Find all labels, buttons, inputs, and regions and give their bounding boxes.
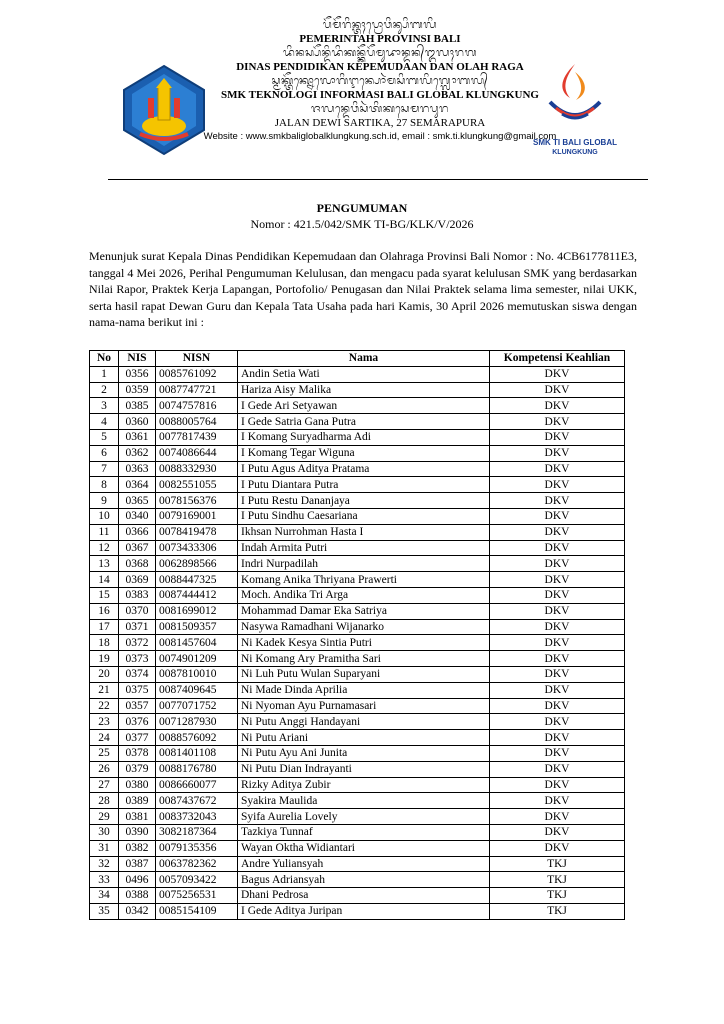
cell-no: 8 [90,477,119,493]
table-row [90,508,625,524]
cell-nisn: 0087409645 [156,682,238,698]
cell-nis: 0365 [119,493,156,509]
table-row [90,730,625,746]
cell-kompetensi: DKV [490,840,625,856]
cell-nis: 0370 [119,603,156,619]
logo-school-city: KLUNGKUNG [552,149,598,156]
cell-nama: Ni Luh Putu Wulan Suparyani [238,666,490,682]
cell-nama: Ikhsan Nurrohman Hasta I [238,524,490,540]
table-row [90,619,625,635]
cell-nama: Rizky Aditya Zubir [238,777,490,793]
intro-paragraph: Menunjuk surat Kepala Dinas Pendidikan Kepemudaan dan Olahraga Provinsi Bali Nomor : No. 4CB6177811E3, tanggal 4 Mei 2026, Perihal Pengumuman Kelulusan, dan mengacu pada syarat kelulusan SMK yang berdasarkan Nilai Rapor, Praktek Kerja Lapangan, Portofolio/ Penugasan dan Nilai Praktek selama lima semester, nilai UKK, serta hasil rapat Dewan Guru dan Kepala Tata Usaha pada hari Kamis, 30 April 2026 memutuskan siswa dengan nama-nama berikut ini : [89,249,637,329]
cell-kompetensi: DKV [490,730,625,746]
cell-nis: 0369 [119,572,156,588]
cell-kompetensi: DKV [490,635,625,651]
cell-nis: 0379 [119,761,156,777]
cell-kompetensi: DKV [490,445,625,461]
cell-nisn: 0085154109 [156,903,238,919]
header-nama: Nama [238,351,490,367]
table-row [90,524,625,540]
cell-kompetensi: DKV [490,603,625,619]
cell-no: 7 [90,461,119,477]
table-row [90,366,625,382]
balinese-script-line: ᬲ᭄ᬫᬓ᭄ᬢᭂᬓ᭄ᬦᭀᬮᭀᬕᬶᬇᬦ᭄ᬧᭀᬃᬫᬲᬶᬩᬮᬶᬕ᭄ᬮᭀᬩᬮ᭄ [271,74,489,87]
cell-nis: 0371 [119,619,156,635]
cell-kompetensi: DKV [490,777,625,793]
cell-kompetensi: DKV [490,619,625,635]
cell-nis: 0378 [119,745,156,761]
cell-nis: 0380 [119,777,156,793]
cell-no: 26 [90,761,119,777]
cell-nis: 0388 [119,888,156,904]
cell-nisn: 0088447325 [156,572,238,588]
cell-nis: 0362 [119,445,156,461]
cell-nisn: 0088176780 [156,761,238,777]
cell-nisn: 0073433306 [156,540,238,556]
cell-nis: 0360 [119,414,156,430]
cell-nisn: 0078156376 [156,493,238,509]
cell-no: 3 [90,398,119,414]
cell-nis: 0377 [119,730,156,746]
cell-nis: 0359 [119,382,156,398]
cell-nisn: 0085761092 [156,366,238,382]
school-address: JALAN DEWI SARTIKA, 27 SEMARAPURA [274,117,486,129]
table-row [90,587,625,603]
cell-nis: 0364 [119,477,156,493]
cell-nama: I Gede Satria Gana Putra [238,414,490,430]
cell-no: 6 [90,445,119,461]
table-row [90,777,625,793]
cell-no: 22 [90,698,119,714]
cell-nisn: 0063782362 [156,856,238,872]
cell-nama: Moch. Andika Tri Arga [238,587,490,603]
department-name: DINAS PENDIDIKAN KEPEMUDAAN DAN OLAH RAGA [236,61,524,73]
cell-nisn: 0087810010 [156,666,238,682]
table-row [90,651,625,667]
cell-nisn: 0087437672 [156,793,238,809]
cell-nisn: 0071287930 [156,714,238,730]
cell-no: 11 [90,524,119,540]
table-row [90,477,625,493]
cell-no: 1 [90,366,119,382]
cell-nis: 0374 [119,666,156,682]
cell-nisn: 0088576092 [156,730,238,746]
cell-no: 23 [90,714,119,730]
cell-nisn: 0086660077 [156,777,238,793]
cell-kompetensi: DKV [490,524,625,540]
cell-no: 13 [90,556,119,572]
cell-kompetensi: DKV [490,572,625,588]
table-row [90,540,625,556]
cell-kompetensi: DKV [490,414,625,430]
table-row [90,398,625,414]
table-row [90,745,625,761]
cell-kompetensi: DKV [490,824,625,840]
cell-nisn: 0081457604 [156,635,238,651]
cell-kompetensi: DKV [490,714,625,730]
cell-no: 33 [90,872,119,888]
cell-nama: Syakira Maulida [238,793,490,809]
cell-nis: 0367 [119,540,156,556]
cell-nama: Syifa Aurelia Lovely [238,809,490,825]
website-email-line: Website : www.smkbaliglobalklungkung.sch.id, email : smk.ti.klungkung@gmail.com [203,131,557,142]
cell-kompetensi: DKV [490,651,625,667]
cell-nisn: 0057093422 [156,872,238,888]
cell-nama: Ni Putu Anggi Handayani [238,714,490,730]
cell-nama: Ni Kadek Kesya Sintia Putri [238,635,490,651]
table-row [90,903,625,919]
cell-nama: Ni Komang Ary Pramitha Sari [238,651,490,667]
cell-no: 16 [90,603,119,619]
cell-nama: Indri Nurpadilah [238,556,490,572]
cell-nisn: 3082187364 [156,824,238,840]
cell-kompetensi: DKV [490,761,625,777]
cell-nis: 0387 [119,856,156,872]
table-row [90,809,625,825]
cell-no: 25 [90,745,119,761]
cell-kompetensi: DKV [490,682,625,698]
cell-nis: 0376 [119,714,156,730]
cell-nama: I Putu Diantara Putra [238,477,490,493]
cell-nisn: 0078419478 [156,524,238,540]
header-kompetensi: Kompetensi Keahlian [490,351,625,367]
table-row [90,429,625,445]
cell-nisn: 0074086644 [156,445,238,461]
cell-nis: 0372 [119,635,156,651]
school-logo-icon [510,58,640,138]
cell-nis: 0368 [119,556,156,572]
graduates-table [89,350,625,920]
letterhead [110,18,650,178]
cell-nama: Andre Yuliansyah [238,856,490,872]
cell-kompetensi: TKJ [490,888,625,904]
cell-nisn: 0083732043 [156,809,238,825]
cell-kompetensi: DKV [490,429,625,445]
table-row [90,872,625,888]
table-row [90,414,625,430]
cell-nisn: 0088005764 [156,414,238,430]
cell-kompetensi: DKV [490,366,625,382]
cell-nisn: 0079169001 [156,508,238,524]
government-name: PEMERINTAH PROVINSI BALI [299,33,461,45]
cell-kompetensi: TKJ [490,856,625,872]
cell-nama: Ni Putu Ariani [238,730,490,746]
cell-no: 21 [90,682,119,698]
table-row [90,682,625,698]
cell-nisn: 0081401108 [156,745,238,761]
cell-nama: Bagus Adriansyah [238,872,490,888]
cell-kompetensi: DKV [490,745,625,761]
table-row [90,856,625,872]
cell-nama: Ni Putu Dian Indrayanti [238,761,490,777]
table-row [90,445,625,461]
cell-kompetensi: DKV [490,382,625,398]
cell-nisn: 0077817439 [156,429,238,445]
cell-kompetensi: DKV [490,540,625,556]
cell-nisn: 0087747721 [156,382,238,398]
cell-nisn: 0087444412 [156,587,238,603]
cell-no: 5 [90,429,119,445]
cell-nama: I Putu Agus Aditya Pratama [238,461,490,477]
cell-kompetensi: DKV [490,666,625,682]
cell-nis: 0366 [119,524,156,540]
cell-kompetensi: DKV [490,461,625,477]
cell-nis: 0356 [119,366,156,382]
cell-kompetensi: DKV [490,809,625,825]
cell-kompetensi: DKV [490,556,625,572]
cell-nama: I Komang Suryadharma Adi [238,429,490,445]
cell-nama: I Putu Restu Dananjaya [238,493,490,509]
cell-nisn: 0082551055 [156,477,238,493]
cell-nama: Ni Putu Ayu Ani Junita [238,745,490,761]
cell-nisn: 0074901209 [156,651,238,667]
cell-nis: 0357 [119,698,156,714]
cell-no: 9 [90,493,119,509]
cell-nama: Nasywa Ramadhani Wijanarko [238,619,490,635]
table-row [90,461,625,477]
cell-nis: 0389 [119,793,156,809]
cell-nama: Indah Armita Putri [238,540,490,556]
table-row [90,493,625,509]
cell-no: 29 [90,809,119,825]
cell-nis: 0361 [119,429,156,445]
letterhead-divider [108,179,648,180]
cell-nama: Hariza Aisy Malika [238,382,490,398]
cell-nama: Komang Anika Thriyana Prawerti [238,572,490,588]
cell-nisn: 0074757816 [156,398,238,414]
cell-nama: Mohammad Damar Eka Satriya [238,603,490,619]
balinese-script-line: ᬧᭂᬫᭂᬭᬶᬦ᭄ᬢᬄᬧ᭄ᬭᭀᬯᬶᬦ᭄ᬲᬶᬩᬮᬶ [322,18,438,31]
cell-no: 18 [90,635,119,651]
cell-nis: 0375 [119,682,156,698]
cell-nisn: 0081699012 [156,603,238,619]
cell-nis: 0373 [119,651,156,667]
cell-no: 19 [90,651,119,667]
table-row [90,888,625,904]
table-row [90,714,625,730]
cell-nama: Andin Setia Wati [238,366,490,382]
table-row [90,698,625,714]
cell-no: 12 [90,540,119,556]
cell-nis: 0381 [119,809,156,825]
cell-nisn: 0079135356 [156,840,238,856]
cell-nama: Wayan Oktha Widiantari [238,840,490,856]
cell-nama: Ni Nyoman Ayu Purnamasari [238,698,490,714]
cell-nis: 0363 [119,461,156,477]
document-title: PENGUMUMAN [316,201,408,215]
table-row [90,840,625,856]
cell-kompetensi: TKJ [490,872,625,888]
cell-no: 15 [90,587,119,603]
table-row [90,793,625,809]
cell-nama: Ni Made Dinda Aprilia [238,682,490,698]
table-row [90,382,625,398]
header-nis: NIS [119,351,156,367]
cell-no: 31 [90,840,119,856]
document-number: Nomor : 421.5/042/SMK TI-BG/KLK/V/2026 [250,217,474,231]
cell-kompetensi: DKV [490,477,625,493]
cell-nama: Dhani Pedrosa [238,888,490,904]
cell-no: 35 [90,903,119,919]
cell-kompetensi: DKV [490,493,625,509]
cell-nama: I Putu Sindhu Caesariana [238,508,490,524]
cell-nama: I Gede Ari Setyawan [238,398,490,414]
cell-nama: I Gede Aditya Juripan [238,903,490,919]
header-nisn: NISN [156,351,238,367]
cell-kompetensi: TKJ [490,903,625,919]
cell-no: 28 [90,793,119,809]
table-row [90,761,625,777]
cell-no: 24 [90,730,119,746]
cell-kompetensi: DKV [490,398,625,414]
cell-no: 2 [90,382,119,398]
cell-no: 30 [90,824,119,840]
cell-no: 32 [90,856,119,872]
cell-nisn: 0088332930 [156,461,238,477]
balinese-script-line: ᬤᬶᬦᬲ᭄ᬧᭂᬦ᭄ᬤᬶᬤᬶᬓᬦ᭄ᬓᭂᬧᭂᬫᬸᬤᬵᬦ᭄ᬤᬦ᭄ᬑᬮᬄᬭᬕ [283,46,477,59]
cell-nama: Tazkiya Tunnaf [238,824,490,840]
cell-no: 20 [90,666,119,682]
cell-kompetensi: DKV [490,698,625,714]
cell-nis: 0340 [119,508,156,524]
cell-nis: 0385 [119,398,156,414]
school-name: SMK TEKNOLOGI INFORMASI BALI GLOBAL KLUNGKUNG [221,89,539,101]
table-header-row [90,351,625,367]
cell-nis: 0390 [119,824,156,840]
table-row [90,556,625,572]
cell-no: 10 [90,508,119,524]
cell-nis: 0496 [119,872,156,888]
balinese-script-line: ᬚᬮᬦ᭄ᬤᬾᬯᬶᬲᬃᬢᬶᬓᬲᬾᬫᬭᬧᬸᬭ [311,102,449,115]
cell-no: 17 [90,619,119,635]
table-row [90,824,625,840]
cell-kompetensi: DKV [490,508,625,524]
cell-no: 14 [90,572,119,588]
cell-nama: I Komang Tegar Wiguna [238,445,490,461]
cell-nis: 0382 [119,840,156,856]
cell-kompetensi: DKV [490,587,625,603]
cell-no: 4 [90,414,119,430]
cell-no: 27 [90,777,119,793]
cell-no: 34 [90,888,119,904]
table-row [90,572,625,588]
cell-nisn: 0062898566 [156,556,238,572]
header-no: No [90,351,119,367]
logo-school-name: SMK TI BALI GLOBAL [533,138,617,147]
cell-nisn: 0075256531 [156,888,238,904]
cell-nis: 0342 [119,903,156,919]
table-row [90,603,625,619]
cell-kompetensi: DKV [490,793,625,809]
table-row [90,635,625,651]
cell-nis: 0383 [119,587,156,603]
table-row [90,666,625,682]
school-logo [510,58,640,168]
cell-nisn: 0077071752 [156,698,238,714]
cell-nisn: 0081509357 [156,619,238,635]
